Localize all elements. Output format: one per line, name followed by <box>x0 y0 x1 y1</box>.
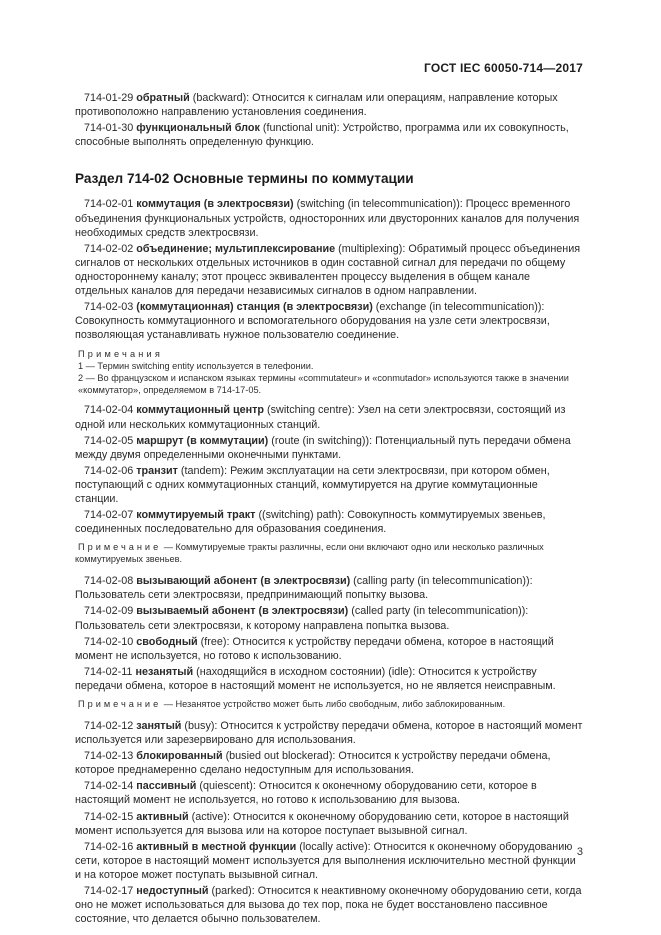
term-definition: (quiescent): Относится к оконечному оборудованию сети, которое в настоящий момент не используется, но готово к использованию для вызова. <box>75 780 537 807</box>
term-definition: (switching (in telecommunication)): Процесс временного объединения функциональных устройств, односторонних или двусторонних каналов для получения необходимых средств электросвязи. <box>75 198 580 239</box>
document-body <box>75 91 583 928</box>
term-number: 714-02-01 <box>84 198 134 211</box>
term-definition: (parked): Относится к неактивному оконечному оборудованию сети, когда оно не может использоваться для вызова до тех пор, пока не будет восстановлено пассивное состояние, что делается обычно пользователем. <box>75 885 582 926</box>
term-entry <box>75 719 583 747</box>
term-entry <box>75 779 583 807</box>
term-name: свободный <box>136 635 198 648</box>
term-number: 714-02-10 <box>84 635 134 648</box>
term-name: вызывающий абонент (в электросвязи) <box>136 575 351 588</box>
term-name: коммутация (в электросвязи) <box>136 198 294 211</box>
term-name: (коммутационная) станция (в электросвязи) <box>136 301 373 314</box>
notes-block <box>75 348 583 396</box>
term-entry <box>75 300 583 342</box>
note-label: Примечание <box>78 542 162 553</box>
term-entry <box>75 464 583 506</box>
term-definition: (locally active): Относится к оконечному оборудованию сети, которое в настоящий момент используется для выполнения исключительно местной функции и на которое может поступать вызывной сигнал. <box>75 840 576 881</box>
terms-block-c <box>75 574 583 693</box>
term-definition: (multiplexing): Обратимый процесс объединения сигналов от нескольких отдельных источников в один составной сигнал для передачи по общему одностороннему каналу; этот процесс эквивалентен процессу выделения в общем канале отдельных каналов для передачи независимых сигналов в одном направлении. <box>75 242 581 298</box>
term-entry <box>75 810 583 838</box>
terms-block-b <box>75 403 583 536</box>
term-definition: (active): Относится к оконечному оборудованию сети, которое в настоящий момент используется для вызова или на которое поступает вызывной сигнал. <box>75 810 569 837</box>
note-item: 2 — Во французском и испанском языках термины «commutateur» и «conmutador» используются также в значении «коммутатор», определяемом в 714-17-05. <box>78 373 569 396</box>
term-name: незанятый <box>135 665 194 678</box>
terms-block-a <box>75 197 583 342</box>
term-number: 714-02-07 <box>84 509 134 522</box>
term-definition: (functional unit): Устройство, программа или их совокупность, способные выполнять определенную функцию. <box>75 122 569 149</box>
term-entry <box>75 121 583 149</box>
term-number: 714-01-30 <box>84 122 134 135</box>
term-definition: (route (in switching)): Потенциальный путь передачи обмена между двумя определенными оконечными пунктами. <box>75 434 571 461</box>
note-label: Примечание <box>78 699 162 709</box>
term-entry <box>75 434 583 462</box>
term-definition: (switching centre): Узел на сети электросвязи, состоящий из одной или нескольких коммутационных станций. <box>75 404 566 431</box>
term-name: занятый <box>136 720 182 732</box>
term-number: 714-02-11 <box>84 665 133 678</box>
term-definition: (tandem): Режим эксплуатации на сети электросвязи, при котором обмен, поступающий с одних коммутационных станций, коммутируется на другие коммутационные станции. <box>75 464 550 505</box>
term-name: транзит <box>136 464 178 477</box>
term-entry <box>75 884 583 926</box>
intro-terms <box>75 91 583 149</box>
term-number: 714-02-08 <box>84 575 134 588</box>
term-name: коммутационный центр <box>136 404 265 417</box>
term-name: функциональный блок <box>136 122 260 135</box>
term-entry <box>75 403 583 431</box>
term-name: коммутируемый тракт <box>136 509 256 522</box>
term-definition: (free): Относится к устройству передачи обмена, которое в настоящий момент не используется, но готово к использованию. <box>75 635 554 662</box>
note-text: — Коммутируемые тракты различны, если они включают одно или несколько различных коммутируемых звеньев. <box>75 542 544 565</box>
term-entry <box>75 242 583 298</box>
term-definition: (backward): Относится к сигналам или операциям, направление которых противоположно направлению установления соединения. <box>75 92 558 119</box>
term-entry <box>75 840 583 882</box>
term-number: 714-02-02 <box>84 242 134 255</box>
term-number: 714-02-16 <box>84 840 134 853</box>
term-definition: (находящийся в исходном состоянии) (idle): Относится к устройству передачи обмена, которое в настоящий момент не используется, но не является неисправным. <box>75 665 556 692</box>
notes-header: Примечания <box>78 349 164 360</box>
term-entry <box>75 635 583 663</box>
term-name: обратный <box>136 92 190 104</box>
term-name: активный <box>136 810 189 823</box>
term-number: 714-02-09 <box>84 605 134 618</box>
section-title: Раздел 714-02 Основные термины по коммутации <box>75 171 414 187</box>
note-text: — Незанятое устройство может быть либо свободным, либо заблокированным. <box>161 699 506 709</box>
standard-header: ГОСТ IEC 60050-714—2017 <box>423 61 583 75</box>
term-entry <box>75 604 583 632</box>
page-number: 3 <box>576 846 583 858</box>
term-entry <box>75 508 583 536</box>
note-item: 1 — Термин switching entity используется в телефонии. <box>78 361 314 372</box>
term-number: 714-02-17 <box>84 885 134 898</box>
term-number: 714-02-15 <box>84 810 134 823</box>
term-number: 714-02-06 <box>84 464 134 477</box>
term-entry <box>75 197 583 239</box>
term-name: объединение; мультиплексирование <box>136 242 336 255</box>
term-number: 714-01-29 <box>84 92 134 104</box>
term-name: маршрут (в коммутации) <box>136 434 269 447</box>
term-definition: (exchange (in telecommunication)): Совокупность коммутационного и вспомогательного оборудования на узле сети электросвязи, позволяющая устанавливать нужное пользователю соединение. <box>75 301 550 342</box>
term-definition: (busy): Относится к устройству передачи обмена, которое в настоящий момент используется или зарезервировано для использования. <box>75 720 583 747</box>
term-name: активный в местной функции <box>136 840 297 853</box>
term-number: 714-02-13 <box>84 750 134 763</box>
term-number: 714-02-05 <box>84 434 134 447</box>
term-definition: (busied out blockerad): Относится к устройству передачи обмена, которое преднамеренно сделано недоступным для использования. <box>75 750 551 777</box>
term-definition: ((switching) path): Совокупность коммутируемых звеньев, соединенных последовательно для образования соединения. <box>75 509 546 536</box>
term-name: вызываемый абонент (в электросвязи) <box>136 605 349 618</box>
term-name: недоступный <box>136 885 209 898</box>
term-definition: (called party (in telecommunication)): Пользователь сети электросвязи, к которому направлена попытка вызова. <box>75 605 529 632</box>
term-number: 714-02-03 <box>84 301 134 314</box>
term-entry <box>75 749 583 777</box>
term-name: блокированный <box>136 750 223 763</box>
term-name: пассивный <box>136 780 197 793</box>
term-number: 714-02-14 <box>84 780 134 793</box>
term-entry <box>75 665 583 693</box>
term-number: 714-02-04 <box>84 404 134 417</box>
term-definition: (calling party (in telecommunication)): Пользователь сети электросвязи, предпринимающий попытку вызова. <box>75 575 533 602</box>
note-paragraph <box>75 541 583 565</box>
note-paragraph <box>75 698 583 710</box>
term-number: 714-02-12 <box>84 720 134 732</box>
term-entry <box>75 91 583 119</box>
term-entry <box>75 574 583 602</box>
terms-block-d <box>75 719 583 926</box>
